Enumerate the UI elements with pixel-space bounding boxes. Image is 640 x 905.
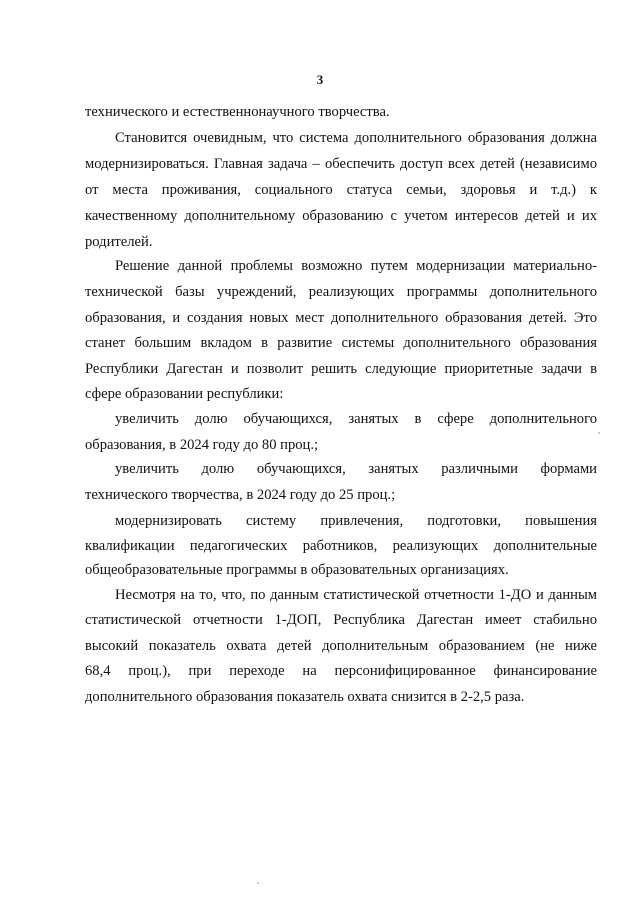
text-line: Становится очевидным, что система дополнительного образования должна: [115, 130, 597, 146]
text-line: качественному дополнительному образованию с учетом интересов детей и их: [85, 208, 597, 224]
text-line: Несмотря на то, что, по данным статистической отчетности 1-ДО и данным: [115, 587, 597, 603]
text-line: технического и естественнонаучного творчества.: [85, 104, 390, 120]
text-line: станет большим вкладом в развитие системы дополнительного образования: [85, 335, 597, 351]
text-line: сфере образовании республики:: [85, 386, 284, 402]
text-line: от места проживания, социального статуса семьи, здоровья и т.д.) к: [85, 182, 597, 198]
text-line: образования, и создания новых мест дополнительного образования детей. Это: [85, 310, 597, 326]
scan-speck: [598, 432, 600, 434]
text-line: дополнительного образования показатель охвата снизится в 2-2,5 раза.: [85, 689, 525, 705]
page-number: 3: [316, 72, 324, 87]
text-line: технической базы учреждений, реализующих программы дополнительного: [85, 284, 597, 300]
text-line: технического творчества, в 2024 году до 25 проц.;: [85, 487, 396, 503]
scan-speck: [257, 882, 259, 884]
text-line: общеобразовательные программы в образовательных организациях.: [85, 562, 509, 578]
text-line: Республики Дагестан и позволит решить следующие приоритетные задачи в: [85, 361, 597, 377]
text-line: увеличить долю обучающихся, занятых различными формами: [115, 461, 597, 477]
text-line: модернизировать систему привлечения, подготовки, повышения: [115, 513, 597, 529]
text-line: статистической отчетности 1-ДОП, Республика Дагестан имеет стабильно: [85, 612, 597, 628]
text-line: Решение данной проблемы возможно путем модернизации материально-: [115, 258, 597, 274]
text-line: модернизироваться. Главная задача – обеспечить доступ всех детей (независимо: [85, 156, 597, 172]
text-line: увеличить долю обучающихся, занятых в сфере дополнительного: [115, 411, 597, 427]
text-line: образования, в 2024 году до 80 проц.;: [85, 437, 319, 453]
text-line: 68,4 проц.), при переходе на персонифицированное финансирование: [85, 663, 597, 679]
text-line: квалификации педагогических работников, реализующих дополнительные: [85, 538, 597, 554]
text-line: высокий показатель охвата детей дополнительным образованием (не ниже: [85, 638, 597, 654]
text-line: родителей.: [85, 234, 153, 250]
